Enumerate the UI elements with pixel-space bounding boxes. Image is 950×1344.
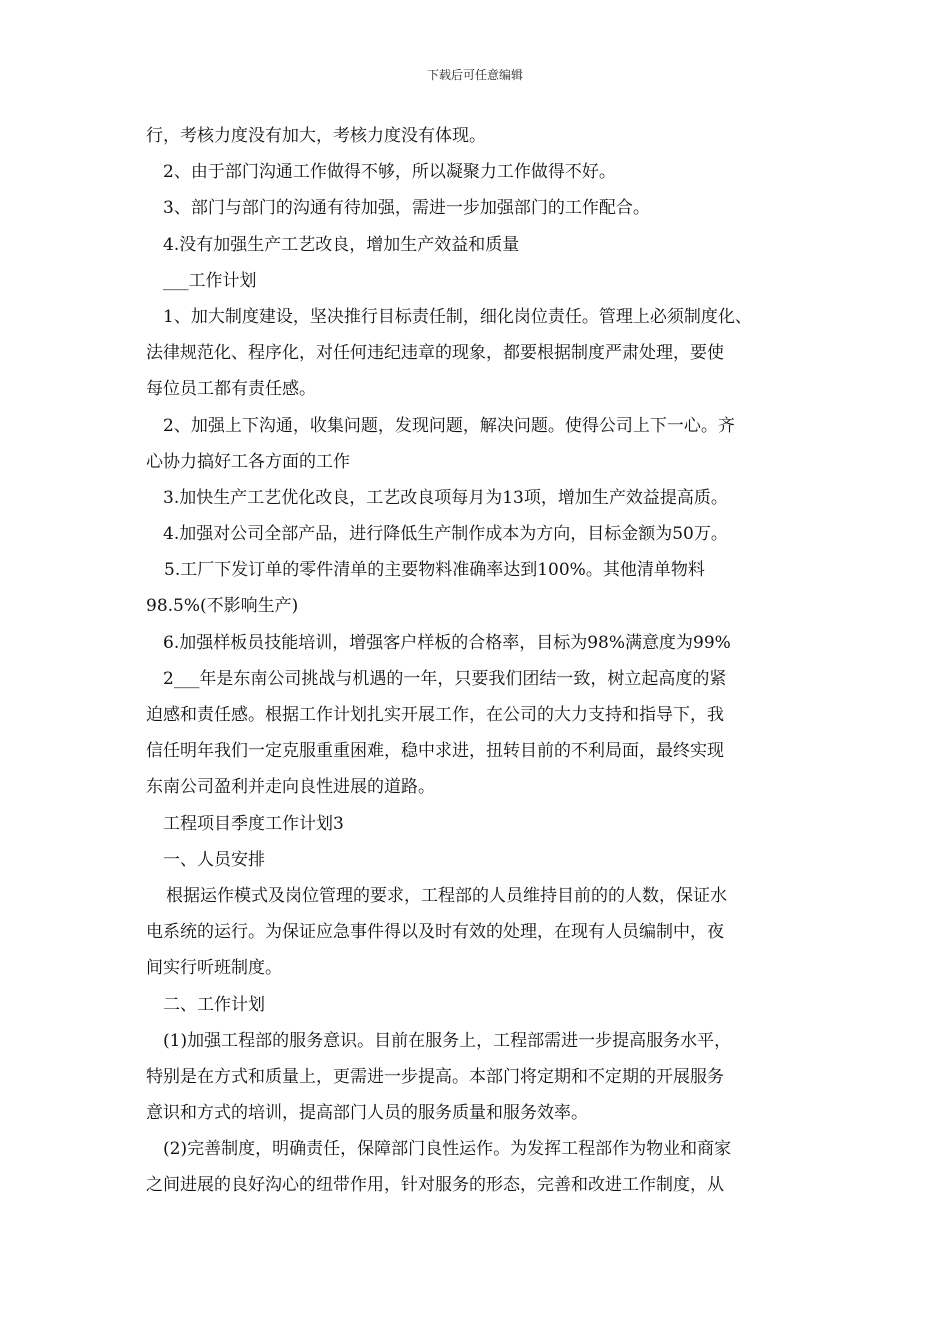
section-heading: 一、人员安排 (163, 849, 265, 870)
paragraph-line: 法律规范化、程序化，对任何违纪违章的现象，都要根据制度严肃处理，要使 (146, 343, 724, 364)
section-heading: 二、工作计划 (163, 994, 265, 1015)
paragraph-line: 间实行听班制度。 (146, 958, 282, 979)
paragraph-line: 6.加强样板员技能培训，增强客户样板的合格率，目标为98%满意度为99% (163, 632, 731, 653)
paragraph-line: 98.5%(不影响生产) (146, 596, 299, 617)
paragraph-line: 5.工厂下发订单的零件清单的主要物料准确率达到100%。其他清单物料 (164, 560, 705, 581)
paragraph-line: 3、部门与部门的沟通有待加强，需进一步加强部门的工作配合。 (163, 198, 650, 219)
section-heading: ___工作计划 (163, 270, 257, 291)
paragraph-line: 之间进展的良好沟心的纽带作用，针对服务的形态，完善和改进工作制度，从 (146, 1175, 724, 1196)
paragraph-line: 每位员工都有责任感。 (146, 379, 316, 400)
section-title: 工程项目季度工作计划3 (163, 813, 344, 834)
paragraph-line: 2、加强上下沟通，收集问题，发现问题，解决问题。使得公司上下一心。齐 (163, 415, 735, 436)
paragraph-line: 根据运作模式及岗位管理的要求，工程部的人员维持目前的的人数，保证水 (166, 885, 727, 906)
paragraph-line: 特别是在方式和质量上，更需进一步提高。本部门将定期和不定期的开展服务 (146, 1066, 724, 1087)
paragraph-line: 电系统的运行。为保证应急事件得以及时有效的处理，在现有人员编制中，夜 (146, 922, 724, 943)
paragraph-line: (1)加强工程部的服务意识。目前在服务上，工程部需进一步提高服务水平， (163, 1030, 732, 1051)
paragraph-line: 4.加强对公司全部产品，进行降低生产制作成本为方向，目标金额为50万。 (163, 524, 728, 545)
paragraph-line: 信任明年我们一定克服重重困难，稳中求进，扭转目前的不利局面，最终实现 (146, 741, 724, 762)
paragraph-line: 1、加大制度建设，坚决推行目标责任制，细化岗位责任。管理上必须制度化、 (163, 306, 752, 327)
paragraph-line: 心协力搞好工各方面的工作 (146, 451, 350, 472)
paragraph-line: 4.没有加强生产工艺改良，增加生产效益和质量 (163, 234, 520, 255)
paragraph-line: 3.加快生产工艺优化改良，工艺改良项每月为13项，增加生产效益提高质。 (163, 487, 728, 508)
paragraph-line: 2、由于部门沟通工作做得不够，所以凝聚力工作做得不好。 (163, 162, 616, 183)
paragraph-line: 东南公司盈利并走向良性进展的道路。 (146, 777, 435, 798)
page-header: 下载后可任意编辑 (426, 68, 523, 82)
paragraph-line: 2___年是东南公司挑战与机遇的一年，只要我们团结一致，树立起高度的紧 (163, 668, 727, 689)
paragraph-line: 行，考核力度没有加大，考核力度没有体现。 (146, 126, 486, 146)
paragraph-line: 迫感和责任感。根据工作计划扎实开展工作，在公司的大力支持和指导下，我 (146, 705, 724, 725)
document-body (146, 118, 826, 1204)
paragraph-line: 意识和方式的培训，提高部门人员的服务质量和服务效率。 (146, 1103, 588, 1124)
paragraph-line: (2)完善制度，明确责任，保障部门良性运作。为发挥工程部作为物业和商家 (163, 1139, 732, 1160)
